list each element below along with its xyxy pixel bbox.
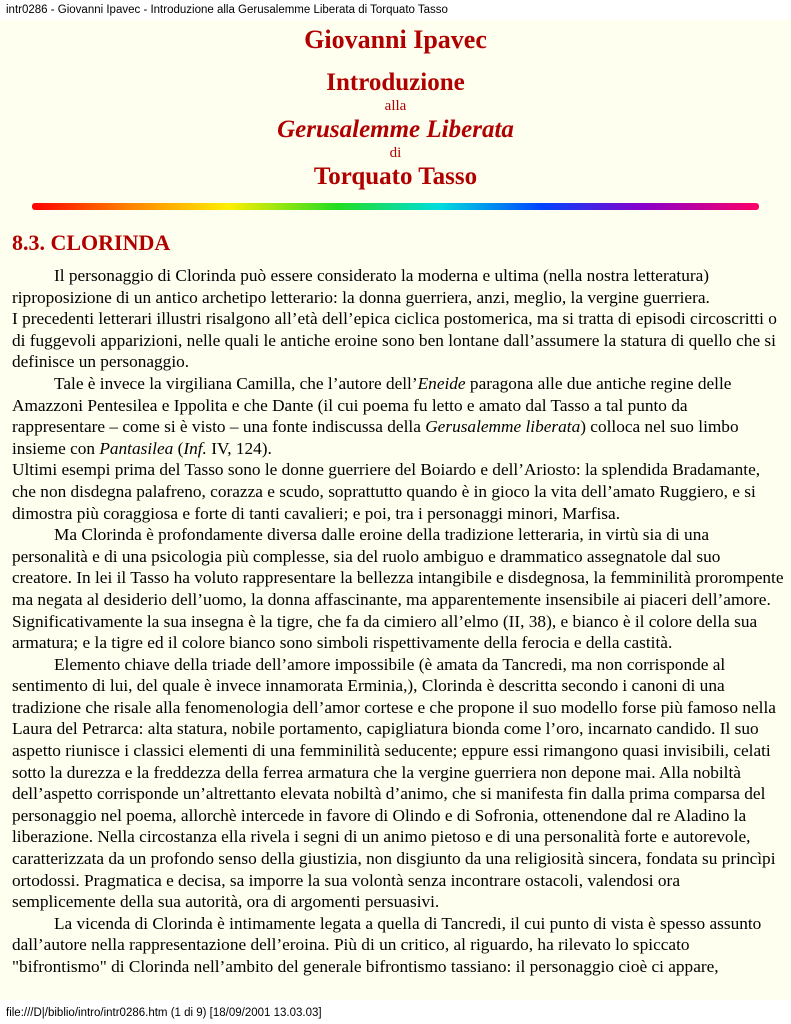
di-text: di	[389, 145, 402, 161]
paragraph-7: La vicenda di Clorinda è intimamente legata a quella di Tancredi, il cui punto di vista è spesso assunto dall’autore nella rappresentazione dell’eroina. Più di un critico, al riguardo, ha rilevato lo spiccato "bifrontismo" di Clorinda nell’ambito del generale bifrontismo tassiano: il personaggio cioè ci appare,	[12, 913, 762, 976]
introduzione-heading: Introduzione	[326, 69, 465, 96]
section-title: 8.3. CLORINDA	[12, 230, 171, 255]
paragraph-2: I precedenti letterari illustri risalgono all’età dell’epica ciclica postomerica, ma si tratta di episodi circoscritti o di fuggevoli apparizioni, nelle quali le antiche eroine sono ben lontane dall’assumere la statura di quello che si definisce un personaggio.	[12, 309, 777, 372]
book-title-heading: Gerusalemme Liberata	[277, 116, 514, 143]
paragraph-6: Elemento chiave della triade dell’amore impossibile (è amata da Tancredi, ma non corrisponde al sentimento di lui, del quale è invece innamorata Erminia,), Clorinda è descritta secondo i canoni di una tradizione che risale alla fenomenologia dell’amor cortese e che propone il suo modello forse più famoso nella Laura del Petrarca: alta statura, nobile portamento, capigliatura bionda come l’oro, incarnato candido. Il suo aspetto riunisce i classici elementi di una femminilità seducente; eppure essi rimangono quasi invisibili, celati sotto la durezza e la freddezza della ferrea armatura che la vergine guerriera non depone mai. Alla nobiltà dell’aspetto corrisponde un’altrettanto elevata nobiltà d’animo, che si manifesta fin dalla prima comparsa del personaggio nel poema, allorchè intercede in favore di Olindo e di Sofronia, ottenendone dal re Aladino la liberazione. Nella circostanza ella rivela i segni di un animo pietoso e di una personalità forte e autorevole, caratterizzata da un profondo senso della giustizia, non disgiunto da una religiosità sincera, fondata su princìpi ortodossi. Pragmatica e decisa, sa imporre la sua volontà senza incontrare ostacoli, valendosi ora semplicemente della sua autorità, ora di argomenti persuasivi.	[12, 654, 776, 912]
paragraph-3-text-a: Tale è invece la virgiliana Camilla, che l’autore dell’	[54, 373, 418, 393]
paragraph-3-text-d: (	[173, 438, 184, 458]
paragraph-3-text-c: ) colloca nel suo limbo insieme con	[12, 417, 739, 458]
paragraph-1: Il personaggio di Clorinda può essere considerato la moderna e ultima (nella nostra letteratura) riproposizione di un antico archetipo letterario: la donna guerriera, anzi, meglio, la vergine guerriera.	[12, 266, 710, 307]
eneide-title: Eneide	[417, 373, 466, 393]
window-title: intr0286 - Giovanni Ipavec - Introduzione alla Gerusalemme Liberata di Torquato Tasso	[6, 4, 448, 16]
pantasilea-name: Pantasilea	[99, 438, 174, 458]
paragraph-3-text-e: IV, 124).	[206, 438, 272, 458]
poet-heading: Torquato Tasso	[313, 163, 478, 190]
rainbow-divider	[32, 203, 759, 210]
alla-text: alla	[384, 98, 407, 114]
paragraph-3-text-b: paragona alle due antiche regine delle Amazzoni Pentesilea e Ippolita e che Dante (il cui poema fu letto e amato dal Tasso a tal punto da rappresentare – come si è visto – una fonte indiscussa della	[12, 373, 732, 437]
paragraph-5: Ma Clorinda è profondamente diversa dalle eroine della tradizione letteraria, in virtù sia di una personalità e di una psicologia più complesse, sia del ruolo ambiguo e drammatico assegnatole dal suo creatore. In lei il Tasso ha voluto rappresentare la bellezza intangibile e disdegnosa, la femminilità prorompente ma negata al desiderio dell’uomo, la donna affascinante, ma apparentemente insensibile ai piaceri dell’amore. Significativamente la sua insegna è la tigre, che fa da cimiero all’elmo (II, 38), e bianco è il colore della sua armatura; e la tigre ed il colore bianco sono simboli rispettivamente della ferocia e della castità.	[12, 525, 784, 653]
author-heading: Giovanni Ipavec	[304, 25, 487, 54]
document-page	[0, 20, 791, 1000]
paragraph-4: Ultimi esempi prima del Tasso sono le donne guerriere del Boiardo e dell’Ariosto: la splendida Bradamante, che non disdegna palafreno, corazza e scudo, soprattutto quando è in gioco la vita dell’amato Ruggiero, e si dimostra più coraggiosa e forte di tanti cavalieri; e poi, tra i personaggi minori, Marfisa.	[12, 460, 761, 523]
article-body	[12, 265, 784, 978]
paragraph-3	[12, 373, 784, 459]
gerusalemme-title: Gerusalemme liberata	[425, 417, 581, 437]
inferno-citation: Inf.	[183, 438, 207, 458]
footer-file-path: file:///D|/biblio/intro/intr0286.htm (1 di 9) [18/09/2001 13.03.03]	[6, 1007, 322, 1019]
